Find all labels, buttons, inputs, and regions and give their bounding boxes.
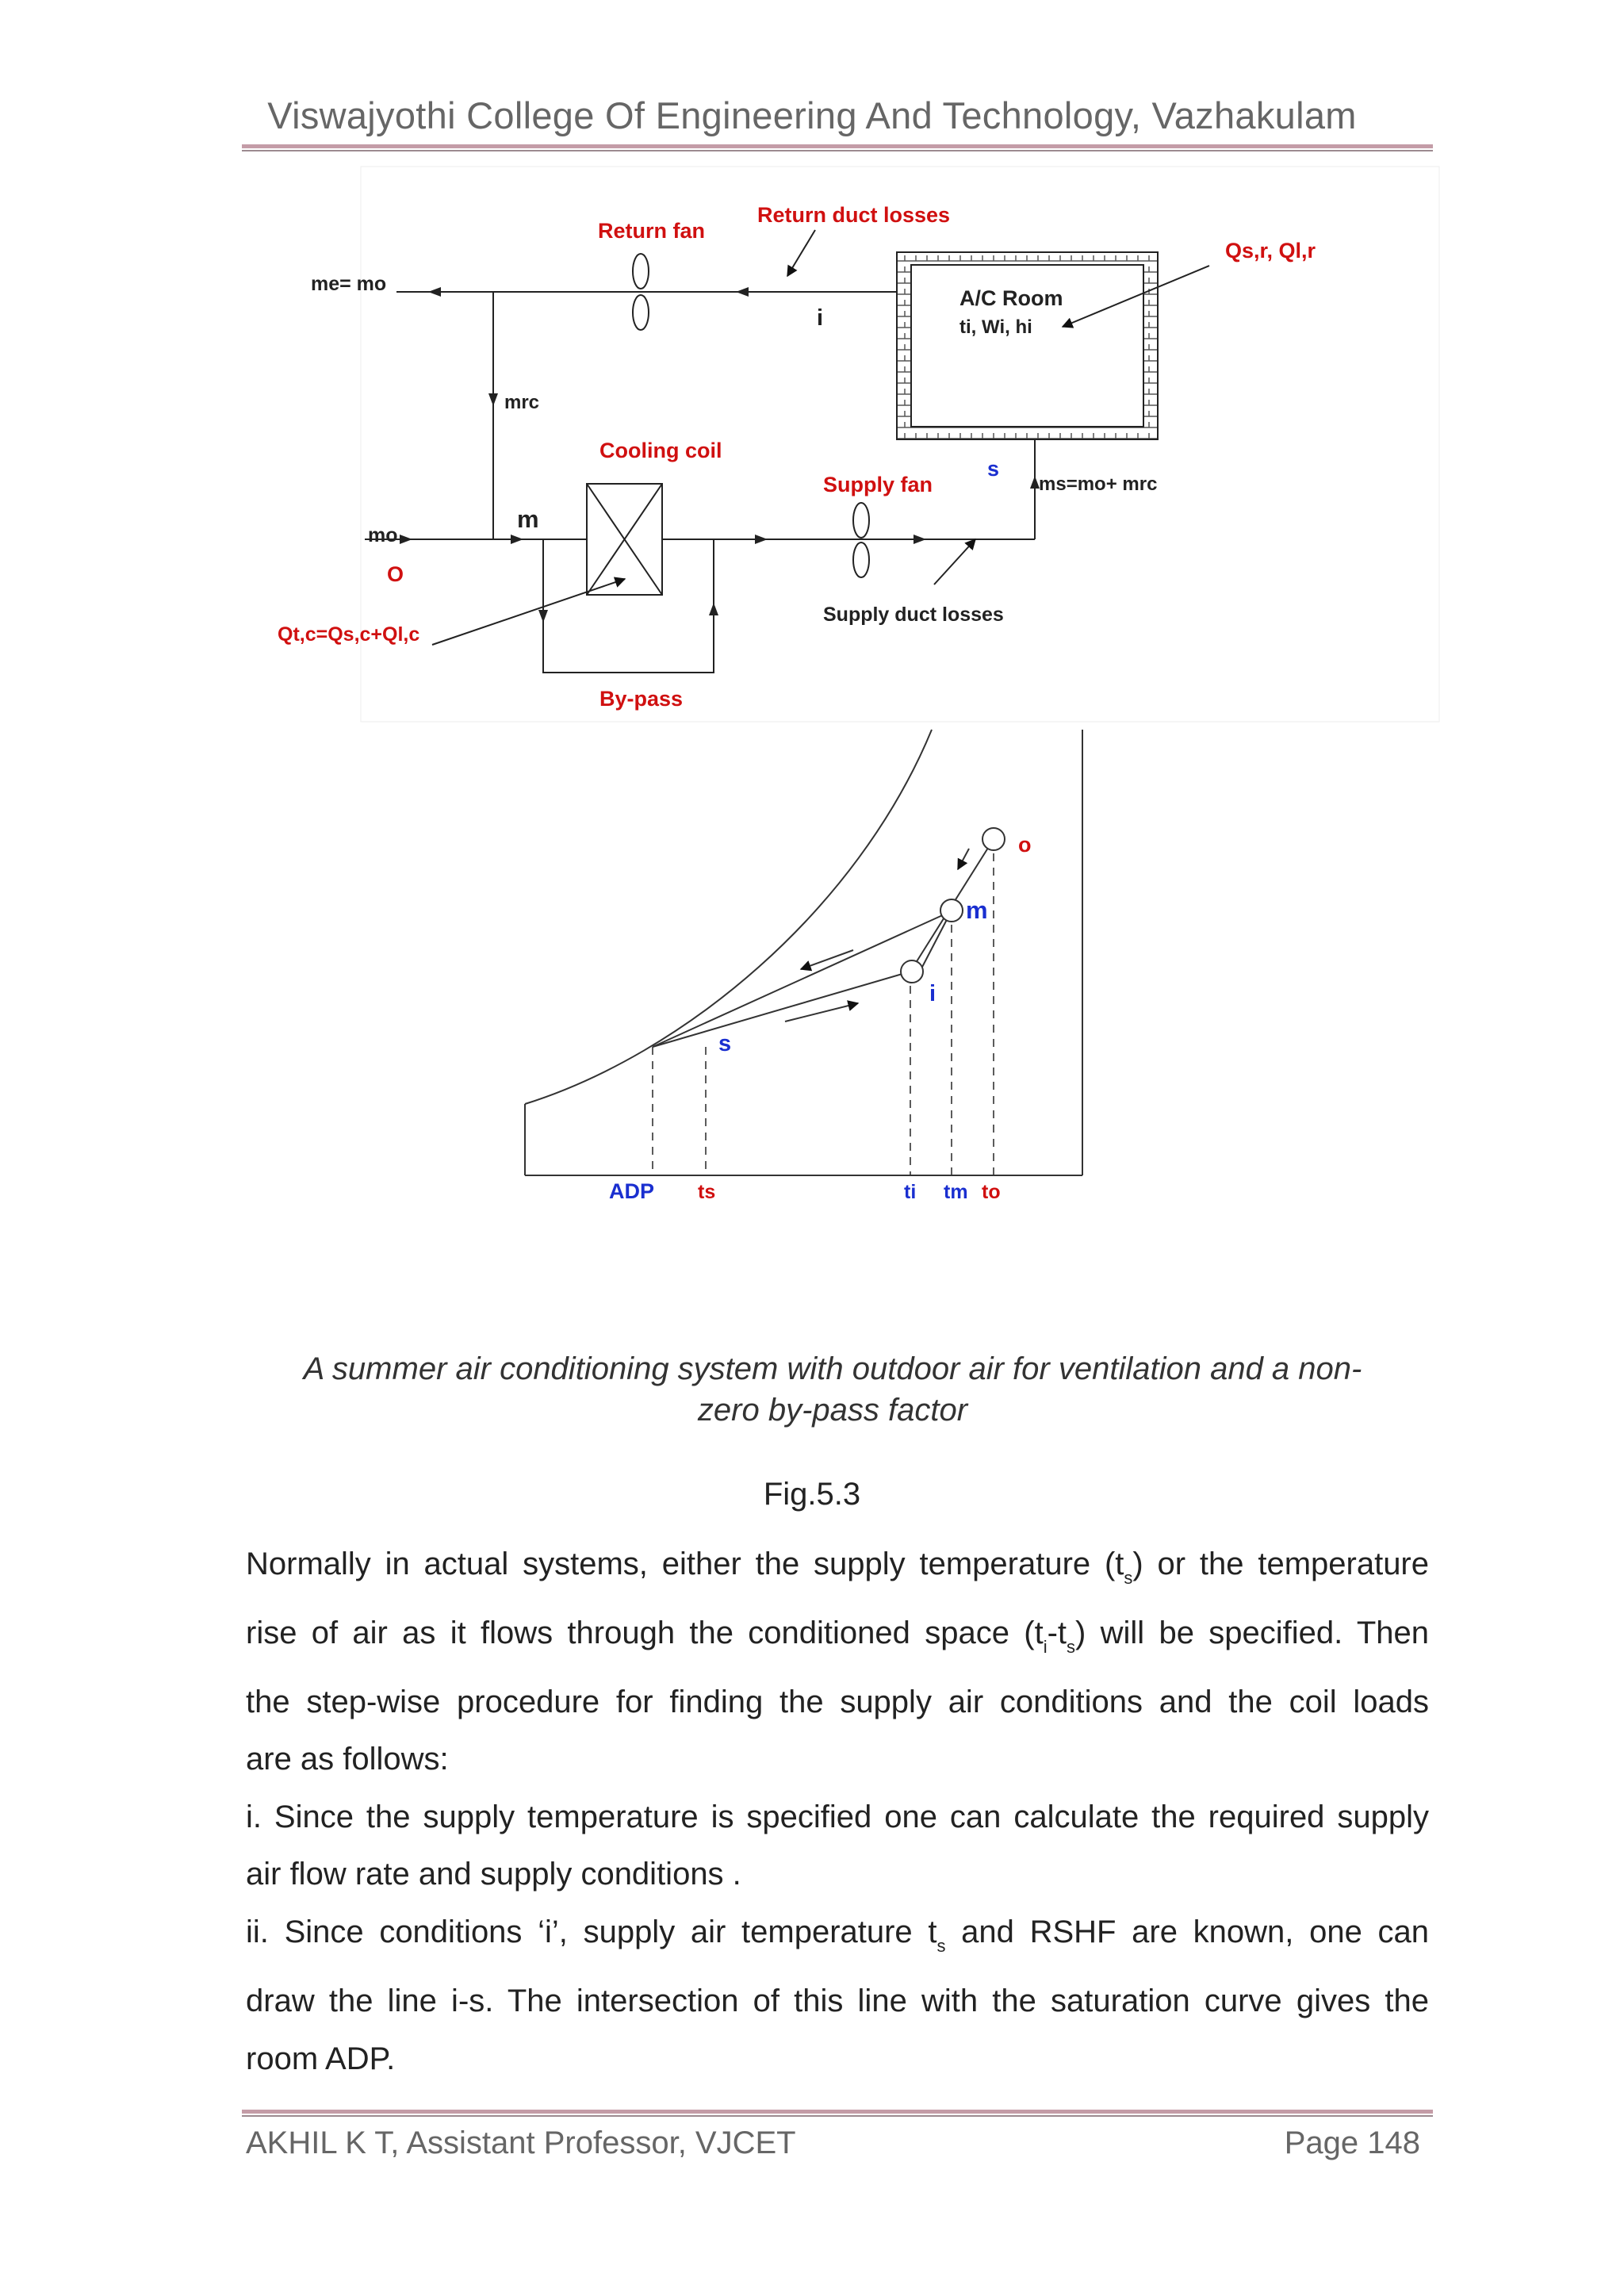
tm-label: tm xyxy=(944,1181,968,1203)
paragraph-line-8: draw the line i-s. The intersection of this line with the saturation curve gives the xyxy=(246,1984,1429,2018)
footer-rule xyxy=(242,2110,1433,2118)
psychrometric-chart xyxy=(525,730,1082,1175)
room-loads-label: Qs,r, Ql,r xyxy=(1225,239,1316,263)
point-i-label: i xyxy=(817,305,824,331)
bypass-label: By-pass xyxy=(599,687,684,711)
caption-line-1: A summer air conditioning system with outdoor air for ventilation and a non- xyxy=(303,1351,1362,1386)
caption-line-2: zero by-pass factor xyxy=(697,1393,968,1428)
supply-duct-losses-label: Supply duct losses xyxy=(823,604,1004,626)
page-header: Viswajyothi College Of Engineering And Technology, Vazhakulam xyxy=(267,94,1357,136)
point-o-label: O xyxy=(387,562,404,586)
paragraph-line-6: air flow rate and supply conditions . xyxy=(246,1857,741,1892)
footer-page-number: Page 148 xyxy=(1284,2125,1420,2160)
paragraph-line-4: are as follows: xyxy=(246,1742,449,1777)
me-mo-label: me= mo xyxy=(311,273,387,295)
point-s-label: s xyxy=(987,457,1000,481)
adp-label: ADP xyxy=(609,1179,655,1203)
mrc-label: mrc xyxy=(504,392,540,413)
room-props: ti, Wi, hi xyxy=(959,316,1032,338)
return-fan-label: Return fan xyxy=(598,219,705,243)
state-s-label: s xyxy=(718,1031,732,1056)
room-title: A/C Room xyxy=(959,286,1063,310)
ms-eq-label: ms=mo+ mrc xyxy=(1039,473,1158,495)
coil-load-label: Qt,c=Qs,c+Ql,c xyxy=(278,623,420,646)
state-i-label: i xyxy=(929,981,936,1006)
point-m-label: m xyxy=(517,505,539,533)
paragraph-line-7: ii. Since conditions ‘i’, supply air temperature $t_s$ and RSHF are known, one can xyxy=(246,1915,1429,1956)
paragraph-line-5: i. Since the supply temperature is specified one can calculate the required supply xyxy=(246,1800,1429,1834)
return-duct-losses-label: Return duct losses xyxy=(757,203,951,227)
mo-label: mo xyxy=(368,524,398,546)
psychro-labels xyxy=(609,833,1032,1203)
paragraph-line-1: Normally in actual systems, either the supply temperature $(t_s)$ or the temperature xyxy=(246,1547,1430,1588)
cooling-coil-label: Cooling coil xyxy=(599,439,722,462)
footer-author: AKHIL K T, Assistant Professor, VJCET xyxy=(246,2125,796,2160)
schematic-labels xyxy=(278,203,1316,711)
ti-label: ti xyxy=(904,1181,917,1203)
supply-fan-label: Supply fan xyxy=(823,473,933,496)
figure-caption xyxy=(238,1348,1427,1431)
paragraph-line-3: the step-wise procedure for finding the supply air conditions and the coil loads xyxy=(246,1685,1429,1719)
state-o-label: o xyxy=(1018,833,1032,857)
to-label: to xyxy=(982,1181,1001,1203)
paragraph-line-9: room ADP. xyxy=(246,2041,396,2076)
ts-label: ts xyxy=(698,1181,716,1203)
state-m-label: m xyxy=(966,896,988,924)
paragraph-line-2: rise of air as it flows through the conditioned space $(t_i-t_s)$ will be specified. Then xyxy=(246,1616,1430,1657)
figure-label: Fig.5.3 xyxy=(763,1477,861,1512)
